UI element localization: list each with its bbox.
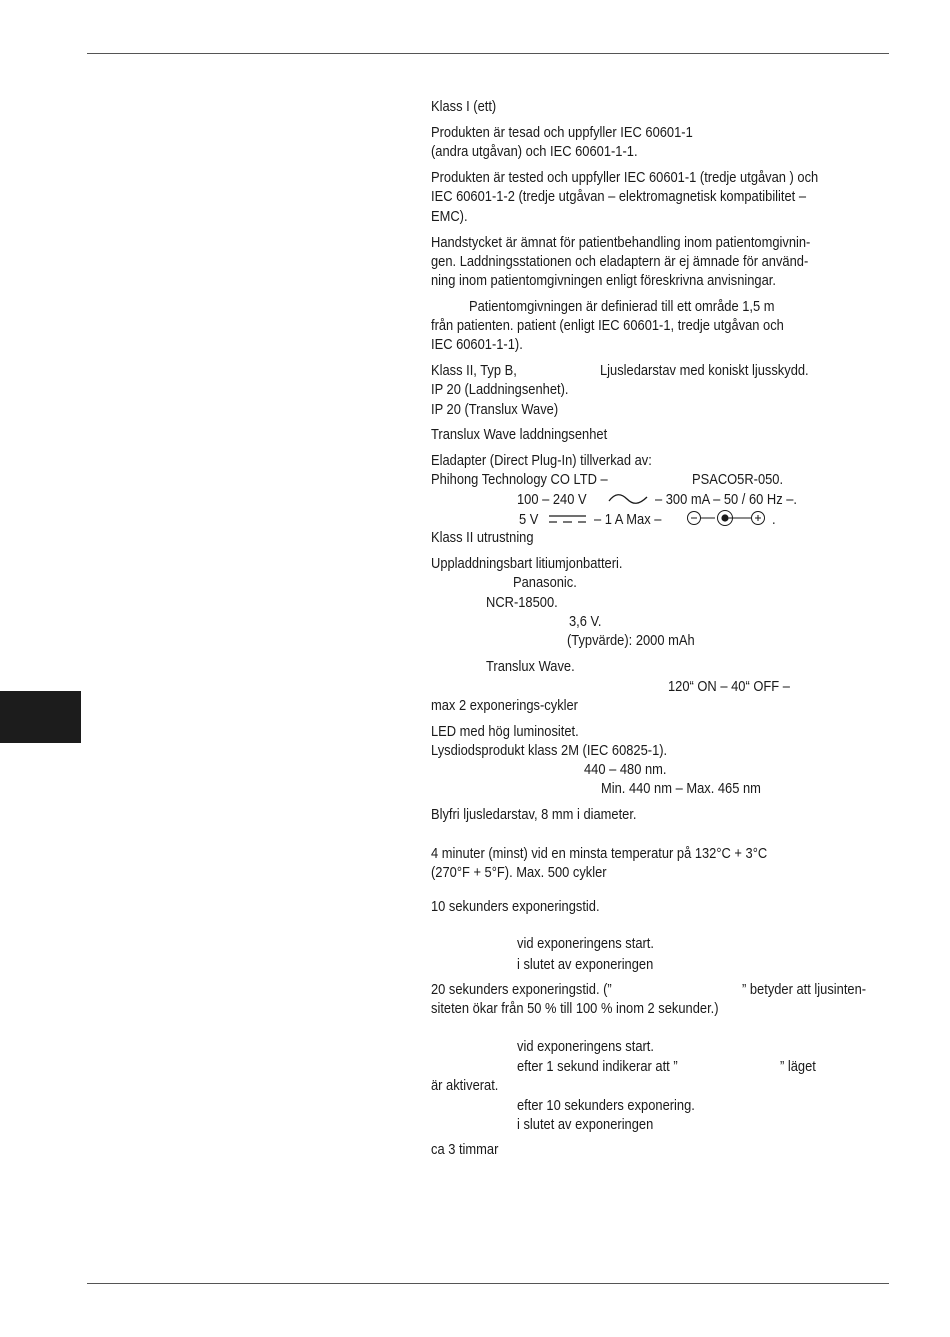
text-line: gen. Laddningsstationen och eladaptern är ej ämnade för använd- bbox=[431, 253, 809, 270]
text-line: 120“ ON – 40“ OFF – bbox=[668, 678, 790, 695]
text-line: – 1 A Max – bbox=[594, 511, 662, 528]
text-line: ” betyder att ljusinten- bbox=[742, 981, 867, 998]
text-line: (270°F + 5°F). Max. 500 cykler bbox=[431, 864, 607, 881]
text-line: Klass I (ett) bbox=[431, 98, 497, 115]
text-line: PSACO5R-050. bbox=[692, 471, 784, 488]
text-line: Produkten är tesad och uppfyller IEC 60601-1 bbox=[431, 124, 693, 141]
text-line: 10 sekunders exponeringstid. bbox=[431, 898, 600, 915]
text-line: från patienten. patient (enligt IEC 60601-1, tredje utgåvan och bbox=[431, 317, 784, 334]
dc-symbol-icon bbox=[547, 511, 589, 527]
text-line: vid exponeringens start. bbox=[517, 935, 654, 952]
text-line: ca 3 timmar bbox=[431, 1141, 499, 1158]
polarity-symbol-icon bbox=[685, 508, 771, 528]
text-line: Translux Wave laddningsenhet bbox=[431, 426, 608, 443]
text-line: Uppladdningsbart litiumjonbatteri. bbox=[431, 555, 623, 572]
text-line: är aktiverat. bbox=[431, 1077, 499, 1094]
text-line: Eladapter (Direct Plug-In) tillverkad av: bbox=[431, 452, 652, 469]
text-line: efter 10 sekunders exponering. bbox=[517, 1097, 695, 1114]
text-line: 20 sekunders exponeringstid. (” bbox=[431, 981, 612, 998]
text-line: vid exponeringens start. bbox=[517, 1038, 654, 1055]
text-line: NCR-18500. bbox=[486, 594, 558, 611]
header-rule bbox=[87, 53, 889, 54]
text-line: LED med hög luminositet. bbox=[431, 723, 579, 740]
text-line: 5 V bbox=[519, 511, 539, 528]
text-line: i slutet av exponeringen bbox=[517, 956, 654, 973]
ac-symbol-icon bbox=[607, 490, 651, 508]
text-line: Blyfri ljusledarstav, 8 mm i diameter. bbox=[431, 806, 637, 823]
text-line: max 2 exponerings-cykler bbox=[431, 697, 578, 714]
text-line: Patientomgivningen är definierad till ett område 1,5 m bbox=[469, 298, 775, 315]
text-line: Lysdiodsprodukt klass 2M (IEC 60825-1). bbox=[431, 742, 668, 759]
text-line: Translux Wave. bbox=[486, 658, 575, 675]
text-line: – 300 mA – 50 / 60 Hz –. bbox=[655, 491, 797, 508]
text-line: i slutet av exponeringen bbox=[517, 1116, 654, 1133]
text-line: (Typvärde): 2000 mAh bbox=[567, 632, 695, 649]
text-line: Min. 440 nm – Max. 465 nm bbox=[601, 780, 761, 797]
text-line: 100 – 240 V bbox=[517, 491, 587, 508]
text-line: Phihong Technology CO LTD – bbox=[431, 471, 608, 488]
text-line: Ljusledarstav med koniskt ljusskydd. bbox=[600, 362, 809, 379]
text-line: IEC 60601-1-1). bbox=[431, 336, 523, 353]
text-line: ning inom patientomgivningen enligt föreskrivna anvisningar. bbox=[431, 272, 776, 289]
text-line: Panasonic. bbox=[513, 574, 577, 591]
text-line: Klass II utrustning bbox=[431, 529, 534, 546]
text-line: 4 minuter (minst) vid en minsta temperatur på 132°C + 3°C bbox=[431, 845, 768, 862]
text-line: ” läget bbox=[780, 1058, 816, 1075]
text-line: (andra utgåvan) och IEC 60601-1-1. bbox=[431, 143, 638, 160]
text-line: EMC). bbox=[431, 208, 468, 225]
text-line: siteten ökar från 50 % till 100 % inom 2 sekunder.) bbox=[431, 1000, 719, 1017]
text-line: Klass II, Typ B, bbox=[431, 362, 517, 379]
text-line: IEC 60601-1-2 (tredje utgåvan – elektromagnetisk kompatibilitet – bbox=[431, 188, 807, 205]
text-line: efter 1 sekund indikerar att ” bbox=[517, 1058, 678, 1075]
footer-rule bbox=[87, 1283, 889, 1284]
text-line: . bbox=[772, 511, 776, 528]
text-line: Produkten är tested och uppfyller IEC 60601-1 (tredje utgåvan ) och bbox=[431, 169, 819, 186]
text-line: Handstycket är ämnat för patientbehandling inom patientomgivnin- bbox=[431, 234, 811, 251]
text-line: IP 20 (Laddningsenhet). bbox=[431, 381, 569, 398]
text-line: 3,6 V. bbox=[569, 613, 602, 630]
section-tab bbox=[0, 691, 81, 743]
text-line: IP 20 (Translux Wave) bbox=[431, 401, 559, 418]
text-line: 440 – 480 nm. bbox=[584, 761, 667, 778]
